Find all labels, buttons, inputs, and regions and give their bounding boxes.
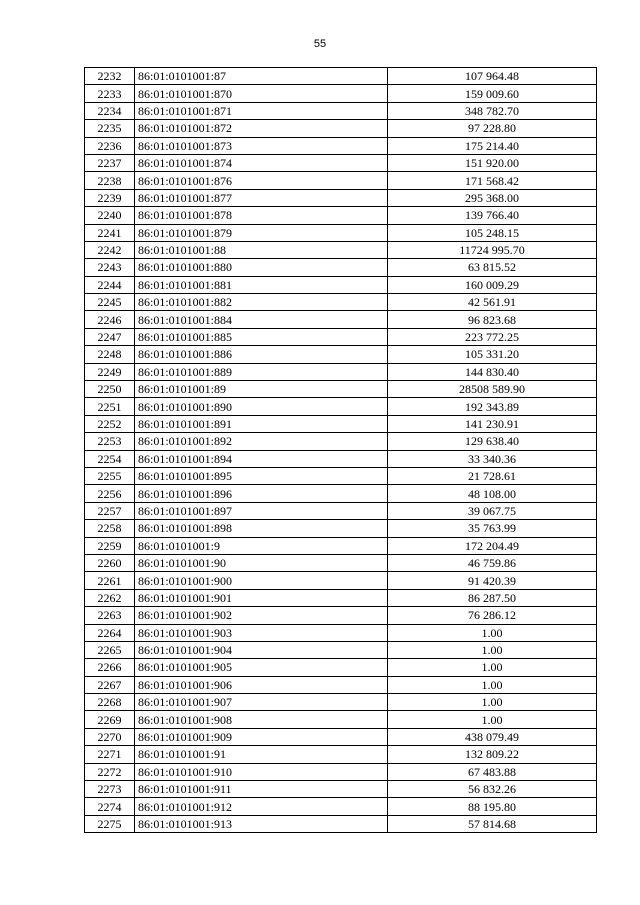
cadastral-number-cell: 86:01:0101001:889: [135, 363, 388, 380]
table-row: [85, 346, 597, 363]
row-number-cell: 2240: [85, 207, 135, 224]
table-row: [85, 294, 597, 311]
cadastral-number-cell: 86:01:0101001:881: [135, 276, 388, 293]
value-cell: 1.00: [388, 659, 597, 676]
value-cell: 35 763.99: [388, 520, 597, 537]
table-row: [85, 711, 597, 728]
value-cell: 46 759.86: [388, 554, 597, 571]
row-number-cell: 2256: [85, 485, 135, 502]
cadastral-number-cell: 86:01:0101001:900: [135, 572, 388, 589]
row-number-cell: 2271: [85, 746, 135, 763]
cadastral-number-cell: 86:01:0101001:891: [135, 415, 388, 432]
value-cell: 76 286.12: [388, 607, 597, 624]
table-row: [85, 728, 597, 745]
value-cell: 42 561.91: [388, 294, 597, 311]
table-row: [85, 659, 597, 676]
value-cell: 295 368.00: [388, 189, 597, 206]
value-cell: 132 809.22: [388, 746, 597, 763]
row-number-cell: 2247: [85, 328, 135, 345]
table-row: [85, 189, 597, 206]
row-number-cell: 2238: [85, 172, 135, 189]
table-row: [85, 433, 597, 450]
cadastral-number-cell: 86:01:0101001:903: [135, 624, 388, 641]
row-number-cell: 2250: [85, 381, 135, 398]
value-cell: 63 815.52: [388, 259, 597, 276]
cadastral-number-cell: 86:01:0101001:901: [135, 589, 388, 606]
table-row: [85, 224, 597, 241]
row-number-cell: 2275: [85, 815, 135, 832]
cadastral-number-cell: 86:01:0101001:907: [135, 694, 388, 711]
table-row: [85, 276, 597, 293]
row-number-cell: 2232: [85, 68, 135, 85]
cadastral-number-cell: 86:01:0101001:905: [135, 659, 388, 676]
row-number-cell: 2243: [85, 259, 135, 276]
table-row: [85, 746, 597, 763]
table-row: [85, 311, 597, 328]
cadastral-number-cell: 86:01:0101001:897: [135, 502, 388, 519]
value-cell: 107 964.48: [388, 68, 597, 85]
value-cell: 1.00: [388, 624, 597, 641]
table-row: [85, 450, 597, 467]
cadastral-number-cell: 86:01:0101001:9: [135, 537, 388, 554]
row-number-cell: 2255: [85, 467, 135, 484]
table-row: [85, 572, 597, 589]
value-cell: 28508 589.90: [388, 381, 597, 398]
cadastral-number-cell: 86:01:0101001:894: [135, 450, 388, 467]
cadastral-number-cell: 86:01:0101001:90: [135, 554, 388, 571]
value-cell: 39 067.75: [388, 502, 597, 519]
value-cell: 1.00: [388, 694, 597, 711]
cadastral-number-cell: 86:01:0101001:879: [135, 224, 388, 241]
cadastral-number-cell: 86:01:0101001:890: [135, 398, 388, 415]
row-number-cell: 2253: [85, 433, 135, 450]
row-number-cell: 2266: [85, 659, 135, 676]
value-cell: 88 195.80: [388, 798, 597, 815]
table-row: [85, 502, 597, 519]
cadastral-number-cell: 86:01:0101001:906: [135, 676, 388, 693]
row-number-cell: 2263: [85, 607, 135, 624]
value-cell: 91 420.39: [388, 572, 597, 589]
table-row: [85, 589, 597, 606]
value-cell: 160 009.29: [388, 276, 597, 293]
table-row: [85, 154, 597, 171]
table-row: [85, 520, 597, 537]
cadastral-number-cell: 86:01:0101001:878: [135, 207, 388, 224]
cadastral-number-cell: 86:01:0101001:885: [135, 328, 388, 345]
table-row: [85, 694, 597, 711]
value-cell: 105 331.20: [388, 346, 597, 363]
table-row: [85, 398, 597, 415]
value-cell: 48 108.00: [388, 485, 597, 502]
table-row: [85, 676, 597, 693]
table-row: [85, 467, 597, 484]
table-row: [85, 554, 597, 571]
row-number-cell: 2268: [85, 694, 135, 711]
row-number-cell: 2234: [85, 102, 135, 119]
row-number-cell: 2248: [85, 346, 135, 363]
table-row: [85, 485, 597, 502]
table-row: [85, 207, 597, 224]
value-cell: 67 483.88: [388, 763, 597, 780]
row-number-cell: 2264: [85, 624, 135, 641]
row-number-cell: 2261: [85, 572, 135, 589]
table-row: [85, 85, 597, 102]
row-number-cell: 2252: [85, 415, 135, 432]
row-number-cell: 2245: [85, 294, 135, 311]
row-number-cell: 2262: [85, 589, 135, 606]
row-number-cell: 2257: [85, 502, 135, 519]
table-row: [85, 259, 597, 276]
value-cell: 192 343.89: [388, 398, 597, 415]
cadastral-number-cell: 86:01:0101001:873: [135, 137, 388, 154]
row-number-cell: 2236: [85, 137, 135, 154]
table-row: [85, 172, 597, 189]
value-cell: 129 638.40: [388, 433, 597, 450]
row-number-cell: 2251: [85, 398, 135, 415]
table-row: [85, 363, 597, 380]
cadastral-number-cell: 86:01:0101001:874: [135, 154, 388, 171]
cadastral-number-cell: 86:01:0101001:87: [135, 68, 388, 85]
row-number-cell: 2260: [85, 554, 135, 571]
value-cell: 159 009.60: [388, 85, 597, 102]
value-cell: 348 782.70: [388, 102, 597, 119]
value-cell: 139 766.40: [388, 207, 597, 224]
table-body: [85, 68, 597, 833]
row-number-cell: 2242: [85, 241, 135, 258]
cadastral-number-cell: 86:01:0101001:871: [135, 102, 388, 119]
table-row: [85, 137, 597, 154]
cadastral-number-cell: 86:01:0101001:895: [135, 467, 388, 484]
value-cell: 57 814.68: [388, 815, 597, 832]
value-cell: 172 204.49: [388, 537, 597, 554]
row-number-cell: 2267: [85, 676, 135, 693]
value-cell: 97 228.80: [388, 120, 597, 137]
value-cell: 1.00: [388, 711, 597, 728]
table-row: [85, 120, 597, 137]
table-row: [85, 763, 597, 780]
value-cell: 171 568.42: [388, 172, 597, 189]
cadastral-number-cell: 86:01:0101001:909: [135, 728, 388, 745]
table-row: [85, 781, 597, 798]
cadastral-number-cell: 86:01:0101001:913: [135, 815, 388, 832]
cadastral-number-cell: 86:01:0101001:902: [135, 607, 388, 624]
row-number-cell: 2269: [85, 711, 135, 728]
value-cell: 56 832.26: [388, 781, 597, 798]
row-number-cell: 2233: [85, 85, 135, 102]
table-row: [85, 328, 597, 345]
table-row: [85, 624, 597, 641]
row-number-cell: 2272: [85, 763, 135, 780]
cadastral-number-cell: 86:01:0101001:912: [135, 798, 388, 815]
cadastral-number-cell: 86:01:0101001:870: [135, 85, 388, 102]
row-number-cell: 2270: [85, 728, 135, 745]
table-row: [85, 607, 597, 624]
cadastral-number-cell: 86:01:0101001:882: [135, 294, 388, 311]
cadastral-number-cell: 86:01:0101001:892: [135, 433, 388, 450]
value-cell: 21 728.61: [388, 467, 597, 484]
row-number-cell: 2254: [85, 450, 135, 467]
row-number-cell: 2273: [85, 781, 135, 798]
table-row: [85, 241, 597, 258]
cadastral-number-cell: 86:01:0101001:88: [135, 241, 388, 258]
row-number-cell: 2249: [85, 363, 135, 380]
value-cell: 96 823.68: [388, 311, 597, 328]
value-cell: 141 230.91: [388, 415, 597, 432]
value-cell: 11724 995.70: [388, 241, 597, 258]
page-number: 55: [313, 38, 327, 50]
table-row: [85, 68, 597, 85]
row-number-cell: 2274: [85, 798, 135, 815]
row-number-cell: 2246: [85, 311, 135, 328]
cadastral-number-cell: 86:01:0101001:872: [135, 120, 388, 137]
value-cell: 438 079.49: [388, 728, 597, 745]
table-row: [85, 798, 597, 815]
cadastral-number-cell: 86:01:0101001:877: [135, 189, 388, 206]
table-row: [85, 415, 597, 432]
row-number-cell: 2239: [85, 189, 135, 206]
cadastral-number-cell: 86:01:0101001:908: [135, 711, 388, 728]
table-row: [85, 381, 597, 398]
cadastral-number-cell: 86:01:0101001:896: [135, 485, 388, 502]
value-cell: 1.00: [388, 676, 597, 693]
cadastral-number-cell: 86:01:0101001:91: [135, 746, 388, 763]
cadastral-number-cell: 86:01:0101001:876: [135, 172, 388, 189]
value-cell: 223 772.25: [388, 328, 597, 345]
table-row: [85, 815, 597, 832]
row-number-cell: 2241: [85, 224, 135, 241]
row-number-cell: 2265: [85, 641, 135, 658]
row-number-cell: 2259: [85, 537, 135, 554]
cadastral-number-cell: 86:01:0101001:910: [135, 763, 388, 780]
row-number-cell: 2235: [85, 120, 135, 137]
cadastral-number-cell: 86:01:0101001:89: [135, 381, 388, 398]
row-number-cell: 2258: [85, 520, 135, 537]
cadastral-number-cell: 86:01:0101001:898: [135, 520, 388, 537]
table-row: [85, 537, 597, 554]
value-cell: 33 340.36: [388, 450, 597, 467]
cadastral-number-cell: 86:01:0101001:911: [135, 781, 388, 798]
cadastral-number-cell: 86:01:0101001:880: [135, 259, 388, 276]
cadastral-number-cell: 86:01:0101001:904: [135, 641, 388, 658]
value-cell: 151 920.00: [388, 154, 597, 171]
cadastral-number-cell: 86:01:0101001:884: [135, 311, 388, 328]
cadastral-value-table: [84, 67, 597, 833]
value-cell: 144 830.40: [388, 363, 597, 380]
value-cell: 1.00: [388, 641, 597, 658]
value-cell: 105 248.15: [388, 224, 597, 241]
row-number-cell: 2237: [85, 154, 135, 171]
value-cell: 86 287.50: [388, 589, 597, 606]
cadastral-number-cell: 86:01:0101001:886: [135, 346, 388, 363]
value-cell: 175 214.40: [388, 137, 597, 154]
row-number-cell: 2244: [85, 276, 135, 293]
table-row: [85, 102, 597, 119]
table-row: [85, 641, 597, 658]
